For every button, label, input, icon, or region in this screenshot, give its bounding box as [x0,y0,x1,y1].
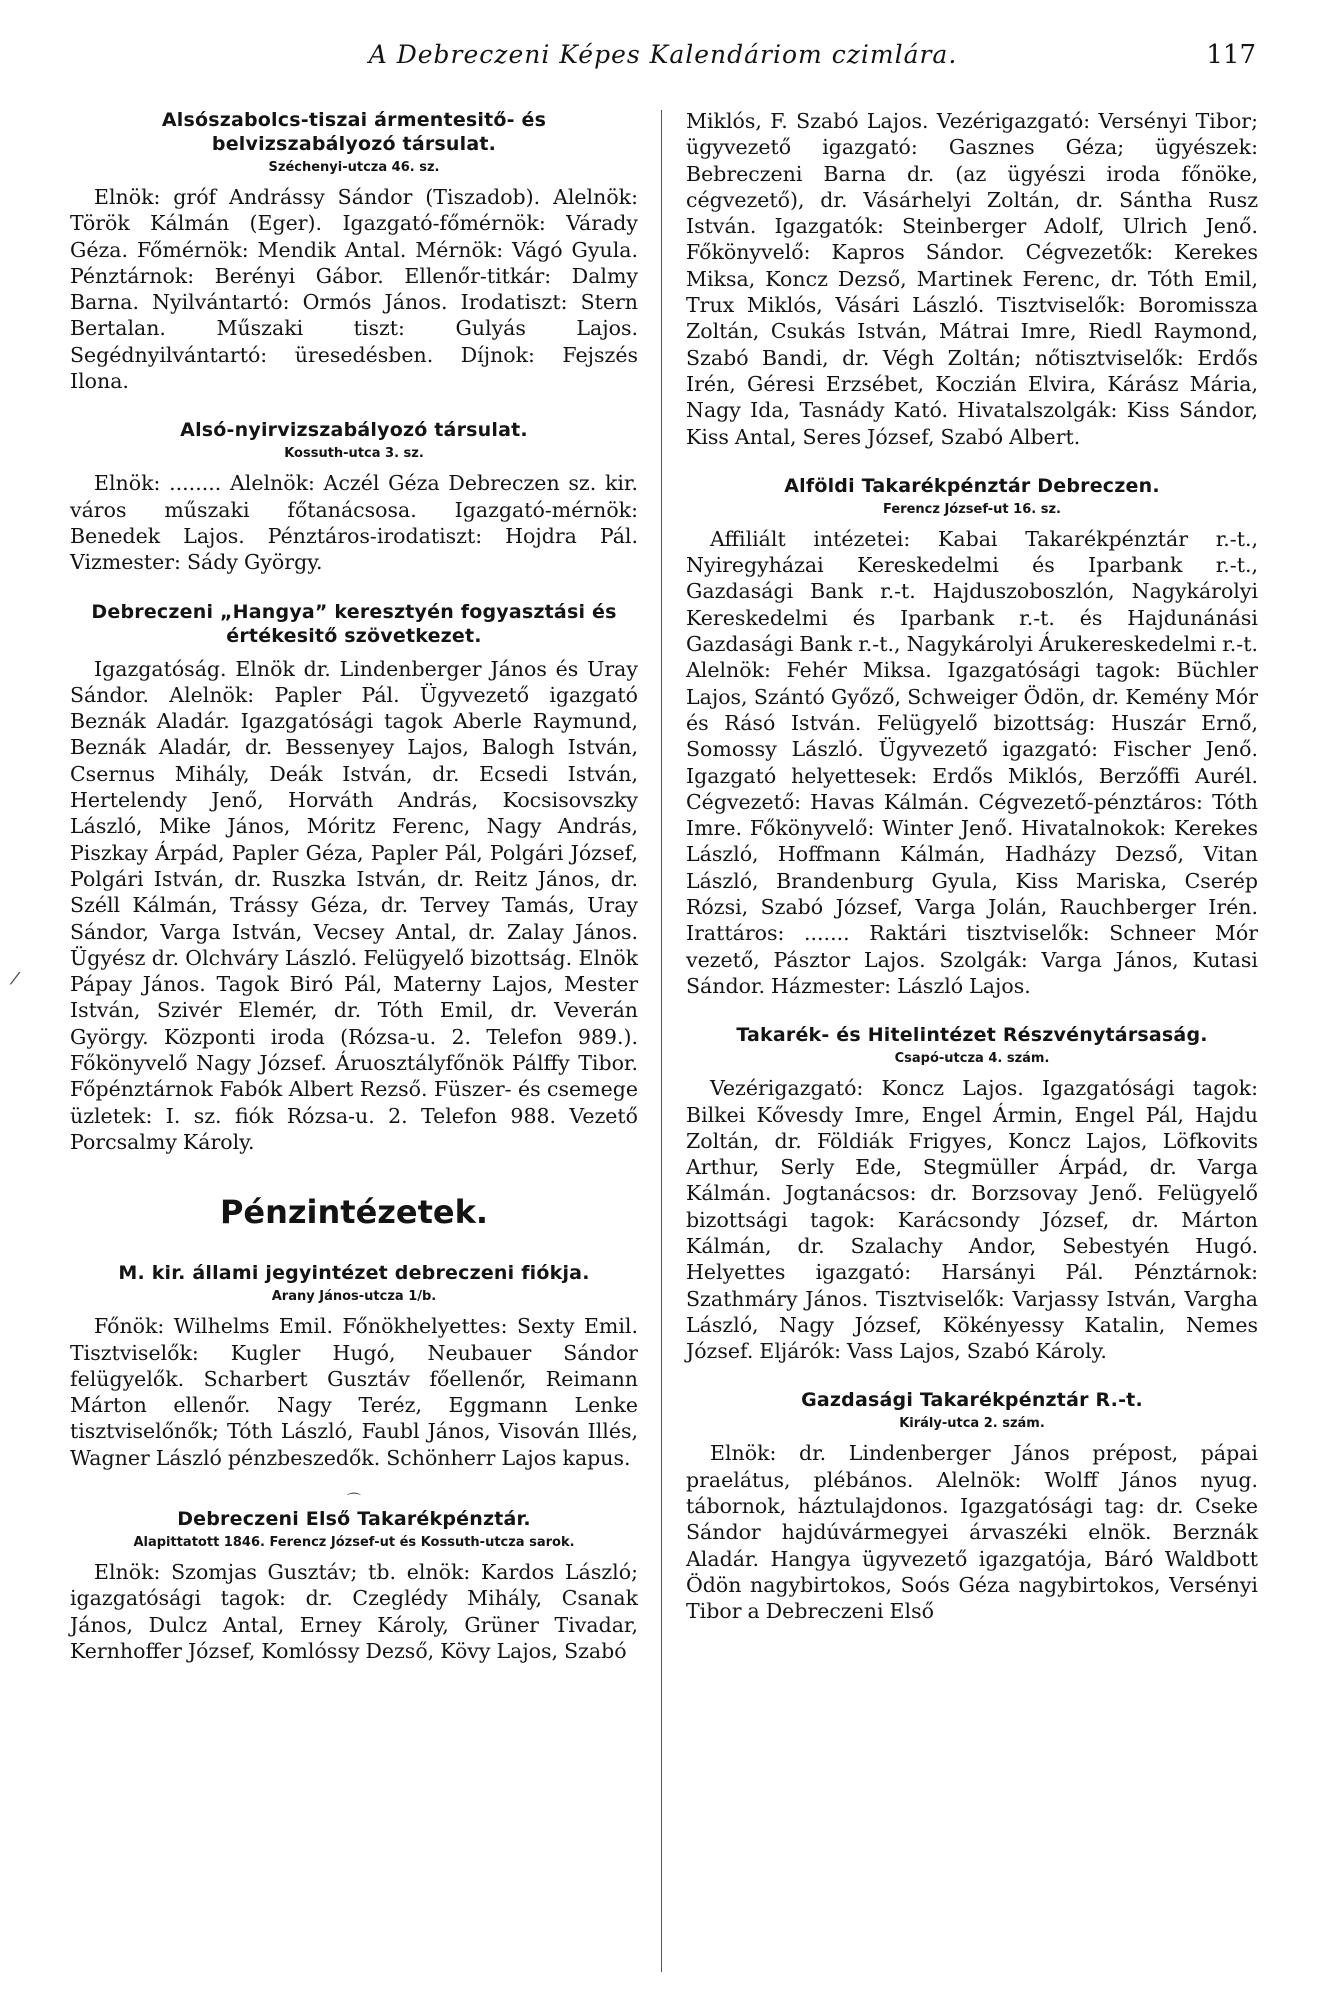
entry-address: Kossuth-utca 3. sz. [284,446,424,462]
entry-address: Széchenyi-utcza 46. sz. [268,160,440,175]
entry-text: Igazgatóság. Elnök dr. Lindenberger János és Uray Sándor. Alelnök: Papler Pál. Ügyvezető igazgató Beznák Aladár. Igazgatósági tagok Aberle Raymund, Beznák Aladár, dr. Bessenyey Lajos, Balogh István, Csernus Mihály, Deák István, dr. Ecsedi István, Hertelendy Jenő, Horváth András, Kocsisovszky László, Mike János, Móritz Ferenc, Nagy András, Piszkay Árpád, Papler Géza, Papler Pál, Polgári József, Polgári István, dr. Ruszka István, dr. Reitz János, dr. Széll Kálmán, Trássy Géza, dr. Tervey Tamás, Uray Sándor, Varga István, Vecsey Antal, dr. Zalay János. Ügyész dr. Olchváry László. Felügyelő bizottság. Elnök Pápay János. Tagok Biró Pál, Materny Lajos, Mester István, Szivér Elemér, dr. Tóth Emil, dr. Veverán György. Központi iroda (Rózsa-u. 2. Telefon 989.). Főkönyvelő Nagy József. Áruosztályfőnök Pálffy Tibor. Főpénztárnok Fabók Albert Rezső. Füszer- és csemege üzletek: I. sz. fiók Rózsa-u. 2. Telefon 988. Vezető Porcsalmy Károly. [70,656,638,1154]
entry-title: Alsószabolcs-tiszai ármentesitő- és belvizszabályozó társulat. [161,109,547,155]
entry-text: Elnök: gróf Andrássy Sándor (Tiszadob). Alelnök: Török Kálmán (Eger). Igazgató-főmérnök: Várady Géza. Főmérnök: Mendik Antal. Mérnök: Vágó Gyula. Pénztárnok: Berényi Gábor. Ellenőr-titkár: Dalmy Barna. Nyilvántartó: Ormós János. Irodatiszt: Stern Bertalan. Műszaki tiszt: Gulyás Lajos. Segédnyilvántartó: üresedésben. Díjnok: Fejszés Ilona. [70,185,638,394]
entry-gazdasagi [686,1388,1258,1624]
entry-address: Király-utca 2. szám. [899,1416,1045,1432]
left-column [70,108,638,1688]
right-column [686,108,1258,1649]
entry-address: Alapittatott 1846. Ferencz József-ut és Kossuth-utcza sarok. [133,1534,575,1550]
page-number: 117 [1206,40,1256,70]
entry-hangya [70,600,638,1156]
entry-address: Ferencz József-ut 16. sz. [883,501,1061,517]
entry-title: Takarék- és Hitelintézet Részvénytársaság. [736,1024,1208,1047]
entry-text: Affiliált intézetei: Kabai Takarékpénztár r.-t., Nyiregyházai Kereskedelmi és Iparbank r.-t., Gazdasági Bank r.-t. Hajduszoboszlón, Nagykárolyi Kereskedelmi és Iparbank r.-t. és Hajdunánási Gazdasági Bank r.-t., Nagykárolyi Árukereskedelmi r.-t. Alelnök: Fehér Miksa. Igazgatósági tagok: Büchler Lajos, Szántó Győző, Schweiger Ödön, dr. Kemény Mór és Rásó István. Felügyelő bizottság: Huszár Ernő, Somossy László. Ügyvezető igazgató: Fischer Jenő. Igazgató helyettesek: Erdős Miklós, Berzőffi Aurél. Cégvezető: Havas Kálmán. Cégvezető-pénztáros: Tóth Imre. Főkönyvelő: Winter Jenő. Hivatalnokok: Kerekes László, Hoffmann Kálmán, Hadházy Dezső, Vitan László, Brandenburg Gyula, Kiss Mariska, Cserép Rózsi, Szabó József, Varga Jolán, Rauchberger Irén. Irattáros: ....... Raktári tisztviselők: Schneer Mór vezető, Pásztor Lajos. Szolgák: Varga János, Kutasi Sándor. Házmester: László Lajos. [686,526,1258,998]
entry-takarek-hitelintezet [686,1023,1258,1364]
entry-text: Elnök: ........ Alelnök: Aczél Géza Debreczen sz. kir. város műszaki főtanácsosa. Igazgató-mérnök: Benedek Lajos. Pénztáros-irodatiszt: Hojdra Pál. Vizmester: Sády György. [70,471,638,575]
entry-text: Főnök: Wilhelms Emil. Főnökhelyettes: Sexty Emil. Tisztviselők: Kugler Hugó, Neubauer Sándor felügyelők. Scharbert Gusztáv főellenőr, Reimann Márton ellenőr. Nagy Teréz, Eggmann Lenke tisztviselőnők; Tóth László, Faubl János, Visován Illés, Wagner László pénzbeszedők. Schönherr Lajos kapus. [70,1314,638,1470]
section-heading: Pénzintézetek. [219,1193,489,1232]
entry-title: Debreczeni Első Takarékpénztár. [177,1507,531,1530]
entry-text: Elnök: dr. Lindenberger János prépost, pápai praelátus, plébános. Alelnök: Wolff János nyug. tábornok, háztulajdonos. Igazgatósági tag: dr. Cseke Sándor hajdúvármegyei árvaszéki elnök. Berznák Aladár. Hangya ügyvezető igazgatója, Báró Waldbott Ödön nagybirtokos, Soós Géza nagybirtokos, Versényi Tibor a Debreczeni Első [686,1441,1258,1624]
entry-jegyintezet [70,1261,638,1471]
entry-title: M. kir. állami jegyintézet debreczeni fiókja. [118,1262,590,1285]
running-title: A Debreczeni Képes Kalendáriom czimlára. [368,40,958,69]
entry-title: Alsó-nyirvizszabályozó társulat. [180,419,528,442]
page-header [70,40,1256,80]
entry-alfoldi [686,474,1258,999]
entry-alsoszabolcs [70,108,638,394]
entry-also-nyir [70,418,638,575]
margin-mark: / [8,967,22,990]
entry-address: Arany János-utcza 1/b. [271,1289,437,1305]
entry-title: Alföldi Takarékpénztár Debreczen. [784,474,1160,497]
ornament-icon: ⌒ [347,1492,361,1509]
entry-elso-takarekpenztar [70,1492,638,1664]
entry-text: Vezérigazgató: Koncz Lajos. Igazgatósági tagok: Bilkei Kővesdy Imre, Engel Ármin, Engel Pál, Hajdu Zoltán, dr. Földiák Frigyes, Koncz Lajos, Löfkovits Arthur, Serly Ede, Stegmüller Árpád, dr. Varga Kálmán. Jogtanácsos: dr. Borzsovay Jenő. Felügyelő bizottsági tagok: Karácsondy József, dr. Márton Kálmán, dr. Szalachy Andor, Sebestyén Hugó. Helyettes igazgató: Harsányi Pál. Pénztárnok: Szathmáry János. Tisztviselők: Varjassy István, Vargha László, Nagy József, Kökényessy Katalin, Nemes József. Eljárók: Vass Lajos, Szabó Károly. [686,1076,1258,1364]
entry-title: Debreczeni „Hangya” keresztyén fogyasztási és értékesitő szövetkezet. [91,600,617,647]
entry-address: Csapó-utcza 4. szám. [894,1051,1050,1067]
entry-title: Gazdasági Takarékpénztár R.-t. [801,1389,1143,1412]
entry-text: Elnök: Szomjas Gusztáv; tb. elnök: Kardos László; igazgatósági tagok: dr. Czeglédy Mihály, Csanak János, Dulcz Antal, Erney Károly, Grüner Tivadar, Kernhoffer József, Komlóssy Dezső, Kövy Lajos, Szabó [70,1559,638,1663]
entry-text: Miklós, F. Szabó Lajos. Vezérigazgató: Versényi Tibor; ügyvezető igazgató: Gasznes Géza; ügyészek: Bebreczeni Barna dr. (az ügyészi iroda főnöke, cégvezető), dr. Vásárhelyi Zoltán, dr. Sántha Rusz István. Igazgatók: Steinberger Adolf, Ulrich Jenő. Főkönyvelő: Kapros Sándor. Cégvezetők: Kerekes Miksa, Koncz Dezső, Martinek Ferenc, dr. Tóth Emil, Trux Miklós, Vásári László. Tisztviselők: Boromissza Zoltán, Csukás István, Mátrai Imre, Riedl Raymond, Szabó Bandi, dr. Végh Zoltán; nőtisztviselők: Erdős Irén, Géresi Erzsébet, Koczián Elvira, Kárász Mária, Nagy Ida, Tasnády Kató. Hivatalszolgák: Kiss Sándor, Kiss Antal, Seres József, Szabó Albert. [686,109,1258,449]
entry-elso-takarekpenztar-cont [686,108,1258,450]
column-divider [661,110,662,1972]
